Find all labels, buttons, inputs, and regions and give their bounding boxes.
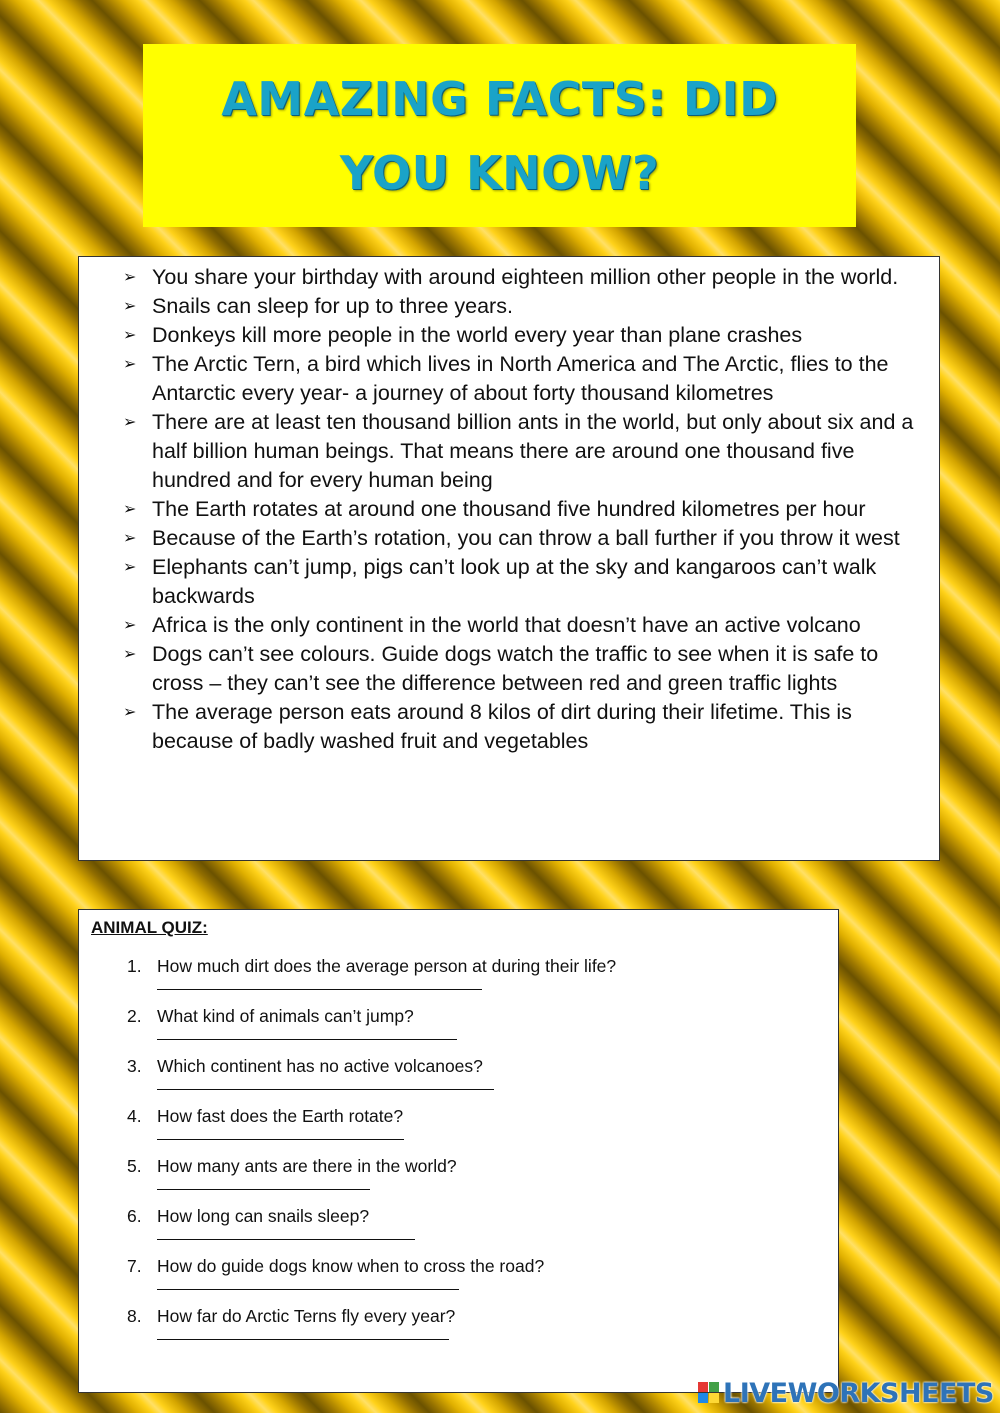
answer-line[interactable] bbox=[157, 1176, 370, 1190]
fact-text: The average person eats around 8 kilos of dirt during their lifetime. This is because of badly washed fruit and vegetables bbox=[152, 700, 852, 753]
fact-text: You share your birthday with around eighteen million other people in the world. bbox=[152, 265, 899, 289]
logo-blocks-icon bbox=[698, 1382, 720, 1404]
facts-list bbox=[79, 263, 929, 756]
answer-line[interactable] bbox=[157, 1126, 404, 1140]
fact-text: Dogs can’t see colours. Guide dogs watch the traffic to see when it is safe to cross – they can’t see the difference between red and green traffic lights bbox=[152, 642, 879, 695]
fact-text: Because of the Earth’s rotation, you can throw a ball further if you throw it west bbox=[152, 526, 900, 550]
arrow-bullet-icon: ➢ bbox=[123, 298, 137, 315]
question-number: 2. bbox=[127, 1006, 142, 1026]
fact-item bbox=[79, 553, 929, 611]
arrow-bullet-icon: ➢ bbox=[123, 414, 137, 431]
arrow-bullet-icon: ➢ bbox=[123, 646, 137, 663]
answer-line[interactable] bbox=[157, 1076, 494, 1090]
arrow-bullet-icon: ➢ bbox=[123, 559, 137, 576]
fact-text: Africa is the only continent in the world that doesn’t have an active volcano bbox=[152, 613, 861, 637]
arrow-bullet-icon: ➢ bbox=[123, 704, 137, 721]
fact-text: There are at least ten thousand billion ants in the world, but only about six and a half billion human beings. That means there are around one thousand five hundred and for every human being bbox=[152, 410, 914, 492]
fact-item bbox=[79, 524, 929, 553]
fact-item bbox=[79, 408, 929, 495]
quiz-question bbox=[91, 1006, 838, 1056]
fact-item bbox=[79, 640, 929, 698]
quiz-question bbox=[91, 1156, 838, 1206]
quiz-panel bbox=[78, 909, 839, 1393]
question-text: How much dirt does the average person at during their life? bbox=[157, 956, 617, 976]
title-banner bbox=[143, 44, 856, 227]
arrow-bullet-icon: ➢ bbox=[123, 617, 137, 634]
question-text: How fast does the Earth rotate? bbox=[157, 1106, 404, 1126]
quiz-question bbox=[91, 1106, 838, 1156]
fact-item bbox=[79, 495, 929, 524]
question-number: 5. bbox=[127, 1156, 142, 1176]
answer-line[interactable] bbox=[157, 1226, 415, 1240]
fact-text: Snails can sleep for up to three years. bbox=[152, 294, 513, 318]
question-text: How many ants are there in the world? bbox=[157, 1156, 457, 1176]
arrow-bullet-icon: ➢ bbox=[123, 356, 137, 373]
question-number: 1. bbox=[127, 956, 142, 976]
arrow-bullet-icon: ➢ bbox=[123, 501, 137, 518]
question-text: Which continent has no active volcanoes? bbox=[157, 1056, 483, 1076]
fact-item bbox=[79, 350, 929, 408]
fact-text: The Arctic Tern, a bird which lives in North America and The Arctic, flies to the Antarctic every year- a journey of about forty thousand kilometres bbox=[152, 352, 889, 405]
question-text: How far do Arctic Terns fly every year? bbox=[157, 1306, 456, 1326]
question-text: How long can snails sleep? bbox=[157, 1206, 370, 1226]
quiz-question bbox=[91, 956, 838, 1006]
question-number: 4. bbox=[127, 1106, 142, 1126]
question-text: What kind of animals can’t jump? bbox=[157, 1006, 414, 1026]
arrow-bullet-icon: ➢ bbox=[123, 530, 137, 547]
arrow-bullet-icon: ➢ bbox=[123, 327, 137, 344]
fact-item bbox=[79, 321, 929, 350]
quiz-question bbox=[91, 1256, 838, 1306]
fact-item bbox=[79, 611, 929, 640]
logo-text: LIVEWORKSHEETS bbox=[723, 1377, 994, 1409]
quiz-title: ANIMAL QUIZ: bbox=[91, 918, 208, 937]
quiz-list bbox=[91, 956, 838, 1356]
fact-item bbox=[79, 698, 929, 756]
quiz-question bbox=[91, 1056, 838, 1106]
answer-line[interactable] bbox=[157, 1276, 459, 1290]
quiz-question bbox=[91, 1306, 838, 1356]
liveworksheets-logo[interactable] bbox=[698, 1378, 994, 1408]
fact-text: Elephants can’t jump, pigs can’t look up at the sky and kangaroos can’t walk backwards bbox=[152, 555, 877, 608]
fact-item bbox=[79, 263, 929, 292]
answer-line[interactable] bbox=[157, 1026, 457, 1040]
answer-line[interactable] bbox=[157, 1326, 449, 1340]
arrow-bullet-icon: ➢ bbox=[123, 269, 137, 286]
question-number: 6. bbox=[127, 1206, 142, 1226]
question-number: 7. bbox=[127, 1256, 142, 1276]
fact-item bbox=[79, 292, 929, 321]
facts-panel bbox=[78, 256, 940, 861]
quiz-question bbox=[91, 1206, 838, 1256]
question-text: How do guide dogs know when to cross the road? bbox=[157, 1256, 545, 1276]
fact-text: Donkeys kill more people in the world every year than plane crashes bbox=[152, 323, 803, 347]
answer-line[interactable] bbox=[157, 976, 482, 990]
page-title: AMAZING FACTS: DID YOU KNOW? bbox=[221, 71, 778, 200]
question-number: 8. bbox=[127, 1306, 142, 1326]
question-number: 3. bbox=[127, 1056, 142, 1076]
fact-text: The Earth rotates at around one thousand five hundred kilometres per hour bbox=[152, 497, 866, 521]
